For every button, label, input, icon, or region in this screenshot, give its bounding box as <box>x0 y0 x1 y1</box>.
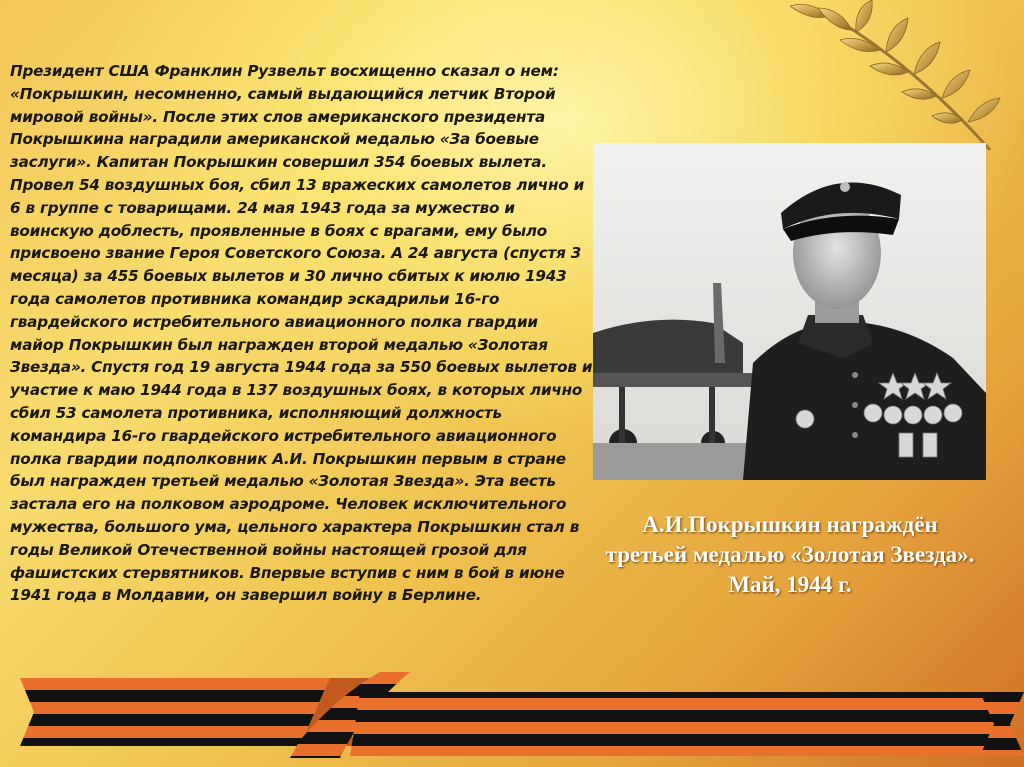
portrait-photo <box>593 143 986 480</box>
main-text: Президент США Франклин Рузвельт восхищенно сказал о нем: «Покрышкин, несомненно, самый выдающийся летчик Второй мировой войны». После этих слов американского президента Покрышкина наградили американской медалью «За боевые заслуги». Капитан Покрышкин совершил 354 боевых вылета. Провел 54 воздушных боя, сбил 13 вражеских самолетов лично и 6 в группе с товарищами. 24 мая 1943 года за мужество и воинскую доблесть, проявленные в боях с врагами, ему было присвоено звание Героя Советского Союза. А 24 августа (спустя 3 месяца) за 455 боевых вылетов и 30 лично сбитых к июлю 1943 года самолетов противника командир эскадрильи 16-го гвардейского истребительного авиационного полка гвардии майор Покрышкин был награжден второй медалью «Золотая Звезда». Спустя год 19 августа 1944 года за 550 боевых вылетов и участие к маю 1944 года в 137 воздушных боях, в которых лично сбил 53 самолета противника, исполняющий должность командира 16-го гвардейского истребительного авиационного полка гвардии подполковник А.И. Покрышкин первым в стране был награжден третьей медалью «Золотая Звезда». Эта весть застала его на полковом аэродроме. Человек исключительного мужества, большого ума, цельного характера Покрышкин стал в годы Великой Отечественной войны настоящей грозой для фашистских стервятников. Впервые вступив с ним в бой в июне 1941 года в Молдавии, он завершил войну в Берлине. <box>10 62 593 605</box>
portrait-illustration <box>593 143 986 480</box>
photo-caption: А.И.Покрышкин награждён третьей медалью «Золотая Звезда». Май, 1944 г. <box>605 512 975 597</box>
laurel-branch-icon <box>790 0 1024 150</box>
st-george-ribbon-icon <box>0 660 1024 767</box>
